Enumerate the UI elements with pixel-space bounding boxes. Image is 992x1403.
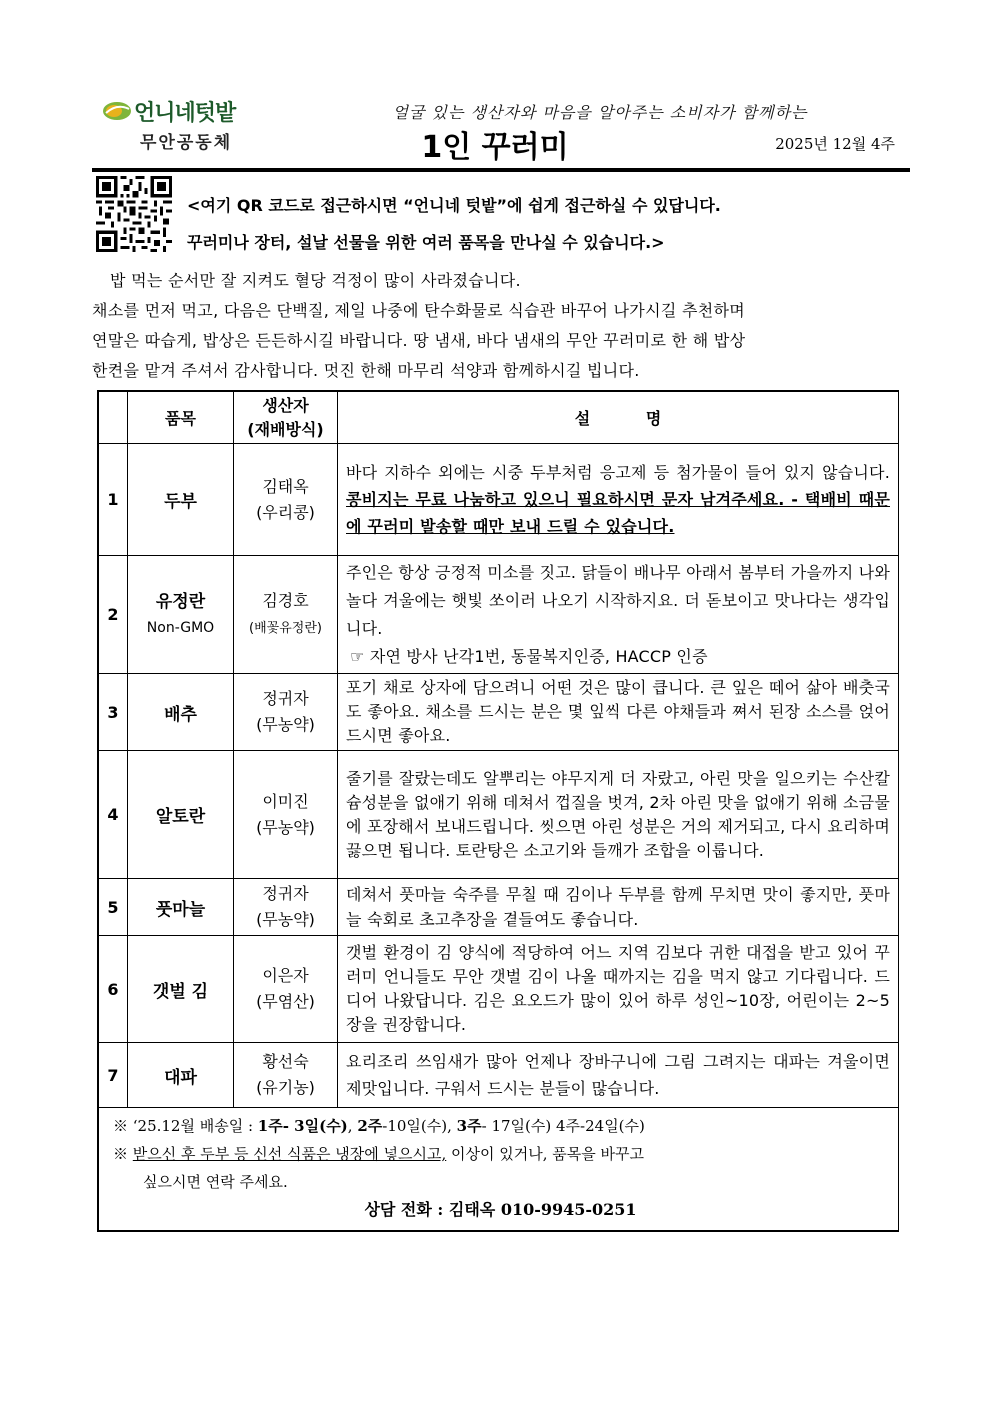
item-name: 대파 [128,1043,234,1108]
logo [100,96,260,154]
contact-phone[interactable]: 상담 전화 : 김태옥 010-9945-0251 [364,1200,637,1219]
week-3-label: 3주 [456,1117,482,1135]
producer [234,674,338,751]
table-row [99,556,899,674]
table-row [99,444,899,556]
header-divider [92,168,910,172]
logo-text: 언니네텃밭 [134,101,236,126]
item-name [128,556,234,674]
producer-name: 김태옥 [262,476,309,496]
row-number: 1 [99,444,128,556]
schedule-prefix: ※ ‘25.12월 배송일 : [113,1117,258,1135]
page-title: 1인 꾸러미 [421,130,569,165]
header-description: 설 명 [338,392,899,444]
producer [234,751,338,879]
header-method-label: (재배방식) [247,419,324,439]
header-producer [234,392,338,444]
table-row [99,1043,899,1108]
delivery-schedule: ※ ‘25.12월 배송일 : 1주- 3일(수), 2주-10일(수), 3주- 17일(수) 4주-24일(수) [113,1117,645,1135]
certification-note: ☞ 자연 방사 난각1번, 동물복지인증, HACCP 인증 [350,646,708,666]
item-description: 포기 채로 상자에 담으려니 어떤 것은 많이 큽니다. 큰 잎은 떼어 삶아 배춧국도 좋아요. 채소를 드시는 분은 몇 잎씩 다른 야채들과 쪄서 된장 소스를 얹어 드시면 좋아요. [338,674,899,751]
item-name: 배추 [128,674,234,751]
item-description [338,556,899,674]
farming-method: (무농약) [256,910,315,929]
qr-notice-line-1: <여기 QR 코드로 접근하시면 “언니네 텃밭”에 쉽게 접근하실 수 있답니다. [187,196,721,215]
issue-week: 2025년 12월 4주 [775,135,895,153]
storage-note [113,1140,888,1168]
note-mark: ※ [113,1145,133,1163]
row-number: 3 [99,674,128,751]
farming-method: (유기농) [256,1078,315,1097]
row-number: 7 [99,1043,128,1108]
intro-line-4: 한켠을 맡겨 주셔서 감사합니다. 멋진 한해 마무리 석양과 함께하시길 빕니다. [92,361,640,380]
description-emphasis: 콩비지는 무료 나눔하고 있으니 필요하시면 문자 남겨주세요. - 택배비 때문에 꾸러미 발송할 때만 보내 드릴 수 있습니다. [346,490,890,536]
producer [234,936,338,1043]
producer [234,556,338,674]
storage-note-line-2: 싶으시면 연락 주세요. [143,1173,288,1191]
header-producer-label: 생산자 [262,395,309,415]
product-table [97,390,899,1232]
item-name: 알토란 [128,751,234,879]
intro-line-2: 채소를 먼저 먹고, 다음은 단백질, 제일 나중에 탄수화물로 식습관 바꾸어 나가시길 추천하며 [92,301,745,320]
qr-code-icon[interactable] [94,176,174,252]
week-4-date: 4주-24일(수) [556,1117,645,1135]
producer-name: 황선숙 [262,1052,309,1071]
header-no [99,392,128,444]
item-name: 풋마늘 [128,879,234,936]
week-1-date: 1주- 3일(수) [257,1117,348,1135]
header-item: 품목 [128,392,234,444]
item-name-text: 유정란 [155,591,206,612]
table-row [99,936,899,1043]
producer-name: 이은자 [262,966,309,985]
description-text: 바다 지하수 외에는 시중 두부처럼 응고제 등 첨가물이 들어 있지 않습니다. [346,463,890,482]
intro-line-3: 연말은 따습게, 밥상은 든든하시길 바랍니다. 땅 냄새, 바다 냄새의 무안 꾸러미로 한 해 밥상 [92,331,746,350]
item-name: 갯벌 김 [128,936,234,1043]
table-row [99,879,899,936]
item-description: 줄기를 잘랐는데도 알뿌리는 야무지게 더 자랐고, 아린 맛을 일으키는 수산칼슘성분을 없애기 위해 데쳐서 껍질을 벗겨, 2차 아린 맛을 없애기 위해 소금물에 포장해서 보내드립니다. 씻으면 아린 성분은 거의 제거되고, 다시 요리하며 끓으면 됩니다. 토란탕은 소고기와 들깨가 조합을 이룹니다. [338,751,899,879]
producer-name: 김경호 [262,590,309,610]
producer [234,1043,338,1108]
item-subtitle: Non-GMO [146,619,215,636]
tagline: 얼굴 있는 생산자와 마음을 알아주는 소비자가 함께하는 [392,103,808,122]
footer-row [99,1108,899,1231]
note-rest: 이상이 있거나, 품목을 바꾸고 [446,1145,644,1163]
qr-notice-line-2: 꾸러미나 장터, 설날 선물을 위한 여러 품목을 만나실 수 있습니다.> [187,233,665,252]
logo-subtitle: 무안공동체 [140,133,233,153]
week-2-label: 2주 [357,1117,383,1135]
farming-method: (우리콩) [256,502,315,522]
week-3-date: - 17일(수) [481,1117,552,1135]
item-description: 요리조리 쓰임새가 많아 언제나 장바구니에 그림 그려지는 대파는 겨울이면 제맛입니다. 구워서 드시는 분들이 많습니다. [338,1043,899,1108]
note-underlined: 받으신 후 두부 등 신선 식품은 냉장에 넣으시고, [132,1145,447,1163]
footer-notes [99,1108,899,1231]
farming-method: (무염산) [256,992,315,1011]
producer-name: 정귀자 [262,884,309,903]
table-row [99,751,899,879]
producer-name: 이미진 [262,791,309,811]
item-description: 데쳐서 풋마늘 숙주를 무칠 때 김이나 두부를 함께 무치면 맛이 좋지만, 풋마늘 숙회로 초고추장을 곁들여도 좋습니다. [338,879,899,936]
producer [234,444,338,556]
row-number: 6 [99,936,128,1043]
row-number: 5 [99,879,128,936]
farming-method: (배꽃유정란) [249,620,322,636]
row-number: 4 [99,751,128,879]
item-name: 두부 [128,444,234,556]
farming-method: (무농약) [256,817,315,837]
farming-method: (무농약) [256,715,315,734]
intro-line-1: 밥 먹는 순서만 잘 지켜도 혈당 걱정이 많이 사라졌습니다. [110,271,521,290]
table-header-row [99,392,899,444]
description-text: 주인은 항상 긍정적 미소를 짓고. 닭들이 배나무 아래서 봄부터 가을까지 나와 놀다 겨울에는 햇빛 쏘이러 나오기 시작하지요. 더 돋보이고 맛나다는 생각입니다. [346,562,890,638]
row-number: 2 [99,556,128,674]
week-2-date: -10일(수), [382,1117,452,1135]
producer-name: 정귀자 [262,689,309,708]
table-row [99,674,899,751]
producer [234,879,338,936]
item-description [338,444,899,556]
leaf-logo-icon [102,100,132,122]
item-description: 갯벌 환경이 김 양식에 적당하여 어느 지역 김보다 귀한 대접을 받고 있어 꾸러미 언니들도 무안 갯벌 김이 나올 때까지는 김을 먹지 않고 기다립니다. 드디어 나왔답니다. 김은 요오드가 많이 있어 하루 성인~10장, 어린이는 2~5장을 권장합니다. [338,936,899,1043]
